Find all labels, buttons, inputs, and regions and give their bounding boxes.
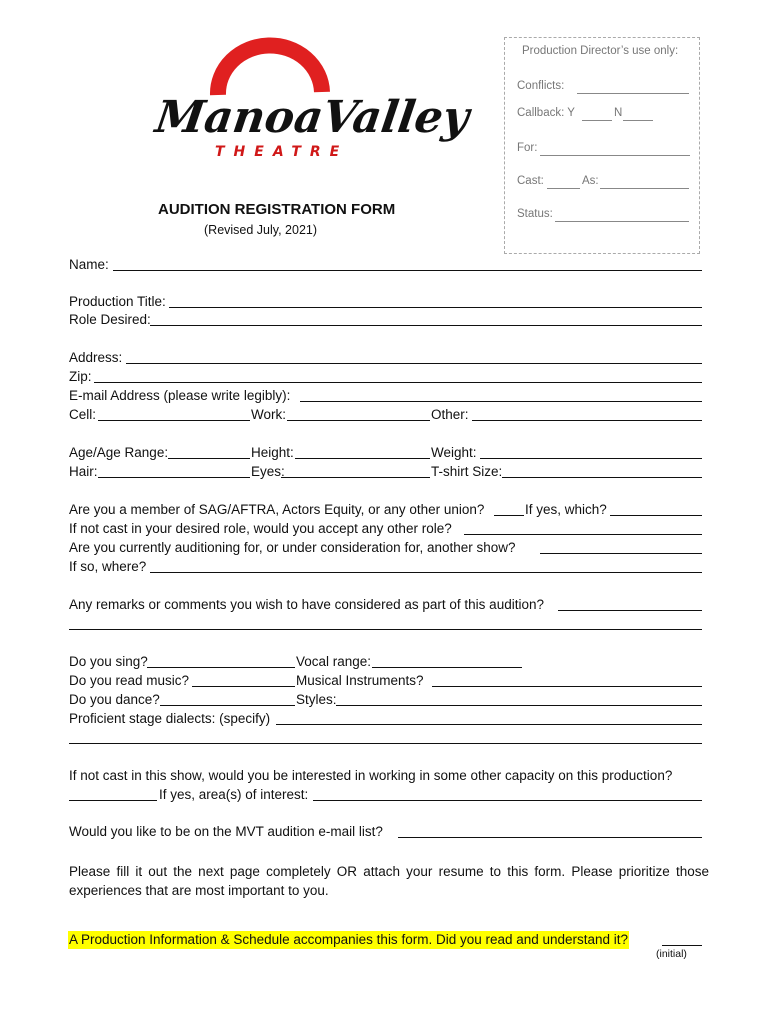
status-field[interactable] — [555, 221, 689, 222]
accept-other-question: If not cast in your desired role, would you accept any other role? — [69, 521, 452, 536]
dance-field[interactable] — [160, 705, 295, 706]
hair-field[interactable] — [98, 477, 250, 478]
hair-label: Hair: — [69, 464, 98, 479]
schedule-notice: A Production Information & Schedule accompanies this form. Did you read and understand it? — [69, 932, 629, 947]
union-which-field[interactable] — [610, 515, 702, 516]
role-desired-label: Role Desired: — [69, 312, 151, 327]
logo-mark — [152, 60, 473, 170]
director-box-header: Production Director’s use only: — [522, 45, 679, 57]
cell-label: Cell: — [69, 407, 97, 422]
schedule-initial-field[interactable] — [662, 945, 702, 946]
email-list-question: Would you like to be on the MVT audition e-mail list? — [69, 824, 383, 839]
dialects-field-line-2[interactable] — [69, 743, 702, 744]
logo-subtitle: THEATRE — [215, 144, 349, 160]
conflicts-field[interactable] — [577, 93, 689, 94]
initial-label: (initial) — [656, 948, 687, 960]
address-field[interactable] — [126, 363, 702, 364]
other-capacity-field[interactable] — [69, 800, 157, 801]
callback-label: Callback: Y — [517, 107, 575, 119]
auditioning-field[interactable] — [540, 553, 702, 554]
remarks-question: Any remarks or comments you wish to have considered as part of this audition? — [69, 597, 544, 612]
for-field[interactable] — [540, 155, 690, 156]
name-field[interactable] — [113, 270, 702, 271]
tshirt-field[interactable] — [502, 477, 702, 478]
height-field[interactable] — [295, 458, 430, 459]
dance-question: Do you dance? — [69, 692, 160, 707]
cell-field[interactable] — [98, 420, 250, 421]
other-field[interactable] — [472, 420, 702, 421]
zip-label: Zip: — [69, 369, 92, 384]
cast-label: Cast: — [517, 175, 544, 187]
dialects-label: Proficient stage dialects: (specify) — [69, 711, 271, 726]
email-label: E-mail Address (please write legibly): — [69, 388, 291, 403]
weight-field[interactable] — [480, 458, 702, 459]
where-field[interactable] — [150, 572, 702, 573]
zip-field[interactable] — [94, 382, 702, 383]
production-title-label: Production Title: — [69, 294, 166, 309]
union-which-label: If yes, which? — [525, 502, 607, 517]
callback-no-field[interactable] — [623, 120, 653, 121]
as-label: As: — [582, 175, 599, 187]
vocal-range-label: Vocal range: — [296, 654, 372, 669]
remarks-field-line-2[interactable] — [69, 629, 702, 630]
instruments-label: Musical Instruments? — [296, 673, 424, 688]
email-field[interactable] — [300, 401, 702, 402]
styles-field[interactable] — [336, 705, 702, 706]
read-music-field[interactable] — [192, 686, 295, 687]
callback-no-label: N — [614, 107, 623, 119]
conflicts-label: Conflicts: — [517, 80, 565, 92]
sing-question: Do you sing? — [69, 654, 148, 669]
instructions-text: Please fill it out the next page completely OR attach your resume to this form. Please prioritize those experiences that are most important to you. — [69, 864, 709, 898]
areas-label: If yes, area(s) of interest: — [159, 787, 309, 802]
callback-yes-field[interactable] — [582, 120, 612, 121]
address-label: Address: — [69, 350, 123, 365]
name-label: Name: — [69, 257, 109, 272]
other-label: Other: — [431, 407, 469, 422]
where-label: If so, where? — [69, 559, 147, 574]
email-list-field[interactable] — [398, 837, 702, 838]
age-label: Age/Age Range: — [69, 445, 169, 460]
logo-name: ManoaValley — [152, 91, 473, 143]
revised-date: (Revised July, 2021) — [204, 223, 318, 237]
production-title-field[interactable] — [169, 307, 702, 308]
for-label: For: — [517, 142, 538, 154]
auditioning-question: Are you currently auditioning for, or under consideration for, another show? — [69, 540, 516, 555]
remarks-field[interactable] — [558, 610, 702, 611]
areas-field[interactable] — [313, 800, 702, 801]
as-field[interactable] — [600, 188, 689, 189]
accept-other-field[interactable] — [464, 534, 702, 535]
role-desired-field[interactable] — [150, 325, 702, 326]
dialects-field[interactable] — [276, 724, 702, 725]
eyes-field[interactable] — [281, 477, 430, 478]
union-question: Are you a member of SAG/AFTRA, Actors Equity, or any other union? — [69, 502, 485, 517]
styles-label: Styles: — [296, 692, 337, 707]
eyes-label: Eyes: — [251, 464, 285, 479]
form-title: AUDITION REGISTRATION FORM — [158, 201, 396, 218]
logo-arc — [218, 45, 322, 95]
sing-field[interactable] — [147, 667, 295, 668]
work-field[interactable] — [287, 420, 430, 421]
other-capacity-question: If not cast in this show, would you be interested in working in some other capacity on this production? — [69, 768, 673, 783]
director-use-box — [504, 37, 700, 254]
union-answer-field[interactable] — [494, 515, 524, 516]
weight-label: Weight: — [431, 445, 477, 460]
tshirt-label: T-shirt Size: — [431, 464, 503, 479]
vocal-range-field[interactable] — [372, 667, 522, 668]
cast-field[interactable] — [547, 188, 580, 189]
work-label: Work: — [251, 407, 287, 422]
height-label: Height: — [251, 445, 294, 460]
instruments-field[interactable] — [432, 686, 702, 687]
status-label: Status: — [517, 208, 553, 220]
read-music-question: Do you read music? — [69, 673, 190, 688]
manoa-valley-theatre-logo — [152, 60, 473, 170]
age-field[interactable] — [168, 458, 250, 459]
